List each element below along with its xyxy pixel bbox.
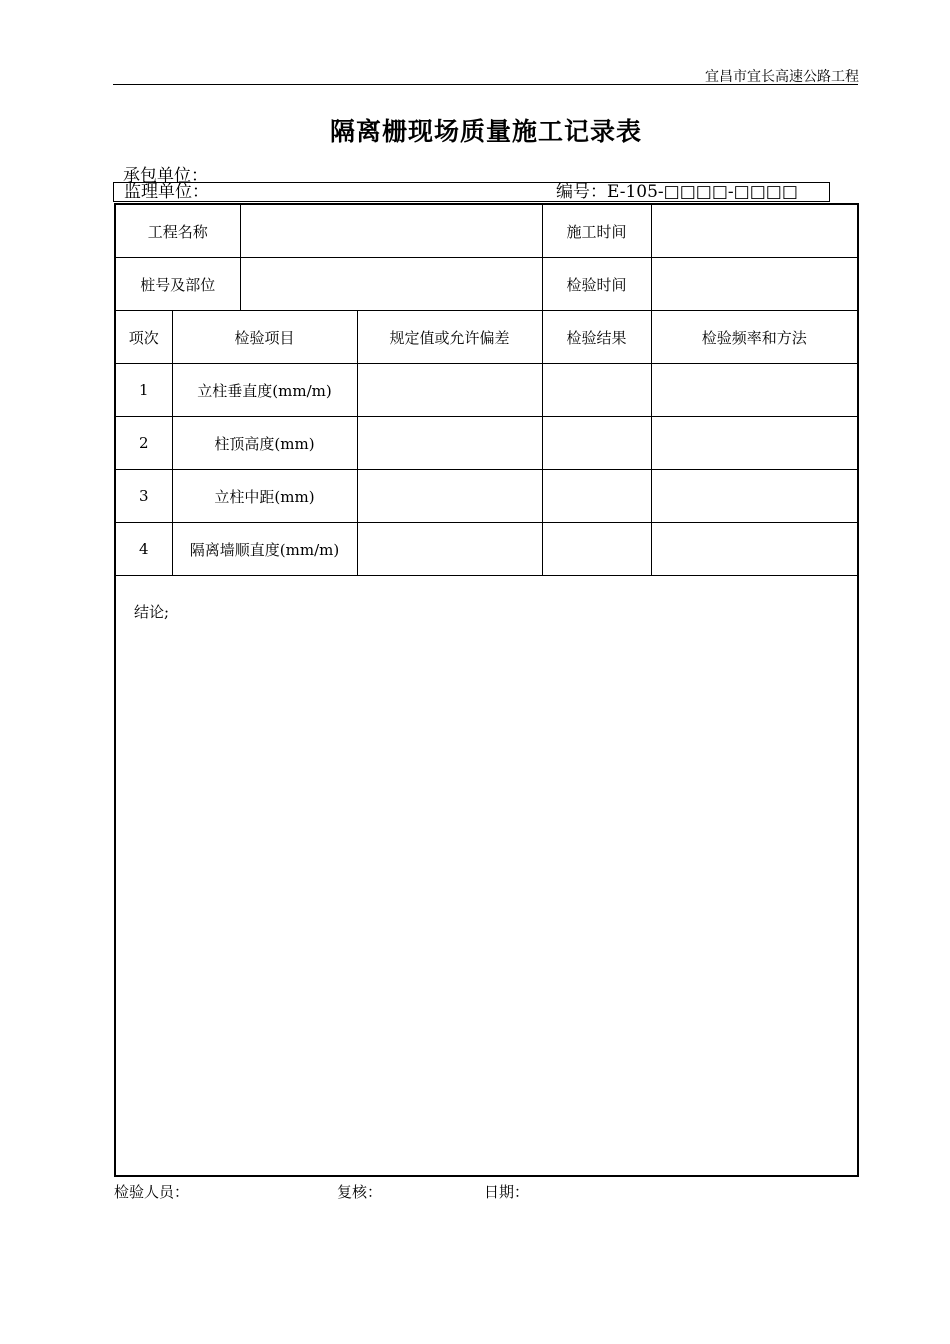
method-cell[interactable] (651, 417, 857, 470)
item-number: 1 (116, 364, 172, 417)
result-cell[interactable] (542, 364, 651, 417)
supervisor-row (113, 182, 830, 202)
tolerance-cell[interactable] (357, 523, 542, 576)
column-header: 检验频率和方法 (651, 311, 857, 364)
column-header: 检验结果 (542, 311, 651, 364)
tolerance-cell[interactable] (357, 364, 542, 417)
form-code: 编号：E-105-□□□□-□□□□ (556, 182, 798, 202)
item-name: 立柱垂直度(mm/m) (172, 364, 357, 417)
conclusion-label: 结论; (134, 603, 170, 621)
column-header: 项次 (116, 311, 172, 364)
table-header-row (116, 311, 857, 364)
column-header: 检验项目 (172, 311, 357, 364)
project-name-label: 工程名称 (116, 205, 240, 258)
table-row (116, 523, 857, 576)
inspection-table (116, 205, 857, 576)
construction-time-label: 施工时间 (542, 205, 651, 258)
table-row (116, 205, 857, 258)
tolerance-cell[interactable] (357, 470, 542, 523)
method-cell[interactable] (651, 523, 857, 576)
inspector-label: 检验人员： (114, 1183, 190, 1201)
result-cell[interactable] (542, 523, 651, 576)
record-form (114, 203, 859, 1177)
station-label: 桩号及部位 (116, 258, 240, 311)
reviewer-label: 复核： (337, 1183, 383, 1201)
tolerance-cell[interactable] (357, 417, 542, 470)
table-row (116, 364, 857, 417)
project-name-value[interactable] (240, 205, 542, 258)
column-header: 规定值或允许偏差 (357, 311, 542, 364)
method-cell[interactable] (651, 364, 857, 417)
header-divider (113, 84, 858, 85)
page-title: 隔离栅现场质量施工记录表 (329, 117, 642, 146)
construction-time-value[interactable] (651, 205, 857, 258)
item-name: 柱顶高度(mm) (172, 417, 357, 470)
date-label: 日期： (484, 1183, 530, 1201)
item-name: 隔离墙顺直度(mm/m) (172, 523, 357, 576)
result-cell[interactable] (542, 417, 651, 470)
header-project: 宜昌市宜长高速公路工程 (705, 69, 859, 85)
item-number: 4 (116, 523, 172, 576)
item-name: 立柱中距(mm) (172, 470, 357, 523)
station-value[interactable] (240, 258, 542, 311)
inspection-time-label: 检验时间 (542, 258, 651, 311)
table-row (116, 470, 857, 523)
item-number: 2 (116, 417, 172, 470)
table-row (116, 258, 857, 311)
supervisor-label: 监理单位： (124, 182, 209, 202)
contractor-label: 承包单位： (123, 166, 208, 186)
inspection-time-value[interactable] (651, 258, 857, 311)
result-cell[interactable] (542, 470, 651, 523)
table-row (116, 417, 857, 470)
item-number: 3 (116, 470, 172, 523)
method-cell[interactable] (651, 470, 857, 523)
